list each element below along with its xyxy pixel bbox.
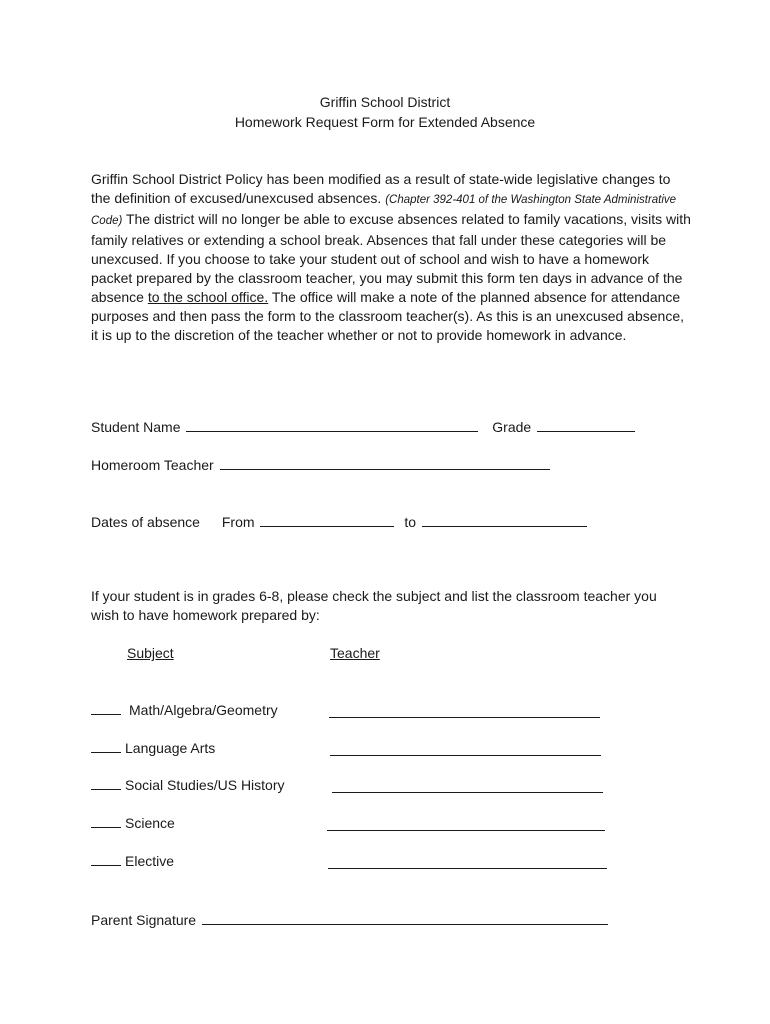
from-label: From (221, 514, 255, 530)
student-name-label: Student Name (91, 419, 181, 435)
teacher-header: Teacher (330, 645, 380, 661)
subject-check-field[interactable] (91, 702, 121, 715)
dates-of-absence-label: Dates of absence (91, 514, 200, 530)
subject-label: Social Studies/US History (125, 777, 285, 793)
homeroom-teacher-label: Homeroom Teacher (91, 457, 214, 473)
form-title: Homework Request Form for Extended Absence (234, 114, 536, 130)
student-name-field[interactable] (186, 417, 478, 432)
subject-label: Math/Algebra/Geometry (129, 702, 278, 718)
parent-signature-label: Parent Signature (91, 912, 197, 928)
subject-check-field[interactable] (91, 777, 121, 790)
to-label: to (404, 514, 416, 530)
subject-row (91, 815, 175, 831)
teacher-field[interactable] (328, 867, 607, 869)
teacher-field[interactable] (327, 829, 605, 831)
from-date-field[interactable] (260, 512, 394, 527)
subject-row (91, 853, 174, 869)
subject-label: Elective (125, 853, 175, 869)
to-date-field[interactable] (422, 512, 587, 527)
homeroom-teacher-field[interactable] (220, 455, 550, 470)
homeroom-teacher-row (91, 455, 550, 473)
district-name: Griffin School District (319, 94, 451, 110)
subject-row (91, 702, 278, 718)
policy-text-2: The district will no longer be able to excuse absences related to family vacations, visits with family relatives or extending a school break. Absences that fall under these categories will be unexcused. If you choose to take your student out of school and wish to have a homework packet prepared by the classroom teacher, you may submit this form ten days in advance of the absence (91, 211, 691, 305)
teacher-field[interactable] (330, 754, 601, 756)
parent-signature-row (91, 910, 608, 928)
subject-header: Subject (127, 645, 174, 661)
dates-row (91, 512, 587, 530)
grades-instructions: If your student is in grades 6-8, please check the subject and list the classroom teacher you wish to have homework prepared by: (91, 588, 657, 623)
grade-label: Grade (492, 419, 532, 435)
parent-signature-field[interactable] (202, 910, 608, 925)
subject-row (91, 740, 215, 756)
subject-check-field[interactable] (91, 853, 121, 866)
policy-paragraph (91, 170, 691, 345)
policy-underlined-text: to the school office. (147, 289, 269, 305)
subject-label: Science (125, 815, 175, 831)
subject-check-field[interactable] (91, 815, 121, 828)
subject-label: Language Arts (125, 740, 216, 756)
policy-text-1: Griffin School District Policy has been modified as a result of state-wide legislative changes to the definition of excused/unexcused absences. (91, 171, 671, 206)
teacher-field[interactable] (332, 791, 603, 793)
subject-row (91, 777, 285, 793)
policy-citation: (Chapter 392-401 of the Washington State Administrative Code) (91, 194, 677, 227)
teacher-field[interactable] (329, 716, 600, 718)
policy-text-3: The office will make a note of the planned absence for attendance purposes and then pass the form to the classroom teacher(s). As this is an unexcused absence, it is up to the discretion of the teacher whether or not to provide homework in advance. (91, 289, 684, 343)
grade-field[interactable] (537, 417, 635, 432)
student-name-row (91, 417, 635, 435)
subject-check-field[interactable] (91, 740, 121, 753)
